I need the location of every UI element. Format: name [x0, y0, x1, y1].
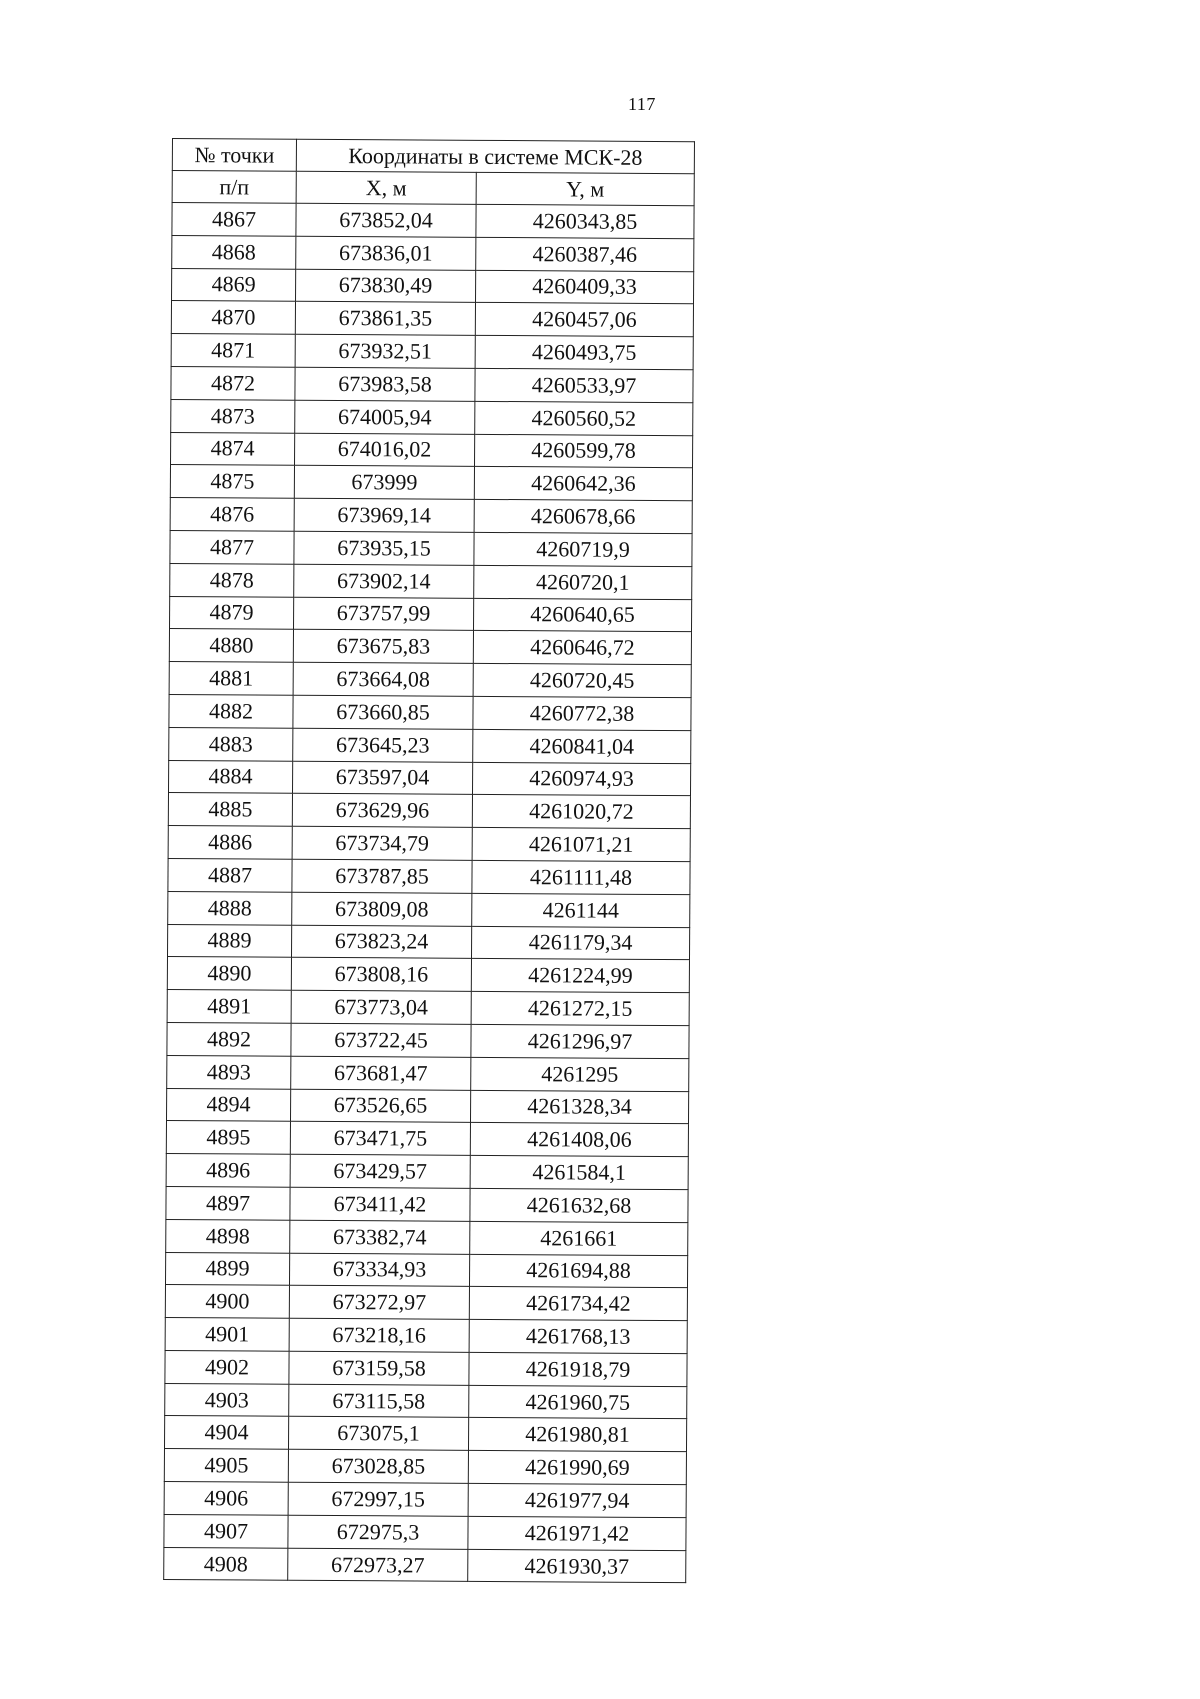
- table-row: [171, 432, 693, 468]
- point-number-cell: 4902: [165, 1350, 289, 1384]
- y-coordinate-cell: 4260599,78: [474, 434, 692, 468]
- x-coordinate-cell: 673809,08: [292, 892, 472, 926]
- point-number-cell: 4904: [164, 1416, 288, 1450]
- x-coordinate-cell: 673999: [294, 466, 474, 500]
- y-coordinate-cell: 4260387,46: [476, 237, 694, 271]
- y-coordinate-cell: 4261408,06: [470, 1123, 688, 1157]
- point-number-cell: 4899: [165, 1252, 289, 1286]
- table-row: [171, 366, 693, 402]
- x-coordinate-cell: 673272,97: [289, 1286, 469, 1320]
- table-row: [166, 1121, 688, 1157]
- y-coordinate-cell: 4260457,06: [475, 303, 693, 337]
- table-row: [165, 1252, 687, 1288]
- point-number-cell: 4893: [167, 1055, 291, 1089]
- y-coordinate-cell: 4260343,85: [476, 204, 694, 238]
- y-coordinate-cell: 4260560,52: [475, 401, 693, 435]
- point-number-cell: 4906: [164, 1482, 288, 1516]
- table-row: [171, 301, 693, 337]
- point-number-cell: 4905: [164, 1449, 288, 1483]
- y-coordinate-cell: 4260678,66: [474, 500, 692, 534]
- point-number-cell: 4896: [166, 1154, 290, 1188]
- y-coordinate-cell: 4261768,13: [469, 1319, 687, 1353]
- table-row: [165, 1318, 687, 1354]
- coordinates-table: [163, 138, 695, 1584]
- table-row: [165, 1383, 687, 1419]
- y-coordinate-cell: 4260640,65: [473, 598, 691, 632]
- table-row: [167, 1055, 689, 1091]
- table-row: [168, 891, 690, 927]
- point-number-cell: 4890: [167, 957, 291, 991]
- x-coordinate-cell: 672997,15: [288, 1482, 468, 1516]
- x-coordinate-cell: 673787,85: [292, 859, 472, 893]
- table-row: [168, 793, 690, 829]
- table-row: [170, 530, 692, 566]
- table-row: [164, 1547, 686, 1583]
- point-number-cell: 4888: [168, 891, 292, 925]
- point-number-cell: 4908: [164, 1547, 288, 1581]
- table-row: [172, 235, 694, 271]
- y-coordinate-cell: 4261980,81: [468, 1418, 686, 1452]
- point-number-cell: 4881: [169, 662, 293, 696]
- point-number-cell: 4898: [166, 1219, 290, 1253]
- y-coordinate-cell: 4261179,34: [471, 926, 689, 960]
- x-coordinate-cell: 673334,93: [289, 1253, 469, 1287]
- x-coordinate-cell: 673382,74: [290, 1220, 470, 1254]
- y-coordinate-cell: 4260493,75: [475, 336, 693, 370]
- table-row: [165, 1350, 687, 1386]
- point-number-cell: 4900: [165, 1285, 289, 1319]
- point-number-cell: 4891: [167, 990, 291, 1024]
- table-row: [169, 694, 691, 730]
- table-row: [171, 334, 693, 370]
- y-coordinate-cell: 4261144: [472, 893, 690, 927]
- table-row: [164, 1416, 686, 1452]
- x-coordinate-cell: 673830,49: [296, 269, 476, 303]
- point-number-cell: 4882: [169, 694, 293, 728]
- x-coordinate-cell: 673028,85: [288, 1450, 468, 1484]
- x-coordinate-cell: 673983,58: [295, 367, 475, 401]
- x-coordinate-cell: 673681,47: [291, 1056, 471, 1090]
- table-row: [166, 1088, 688, 1124]
- table-row: [172, 268, 694, 304]
- table-row: [170, 465, 692, 501]
- x-coordinate-cell: 672975,3: [288, 1515, 468, 1549]
- table-row: [168, 826, 690, 862]
- y-coordinate-cell: 4261960,75: [469, 1385, 687, 1419]
- x-coordinate-cell: 673629,96: [292, 794, 472, 828]
- y-coordinate-cell: 4261930,37: [468, 1549, 686, 1583]
- x-coordinate-cell: 673836,01: [296, 236, 476, 270]
- x-coordinate-cell: 673075,1: [288, 1417, 468, 1451]
- y-coordinate-cell: 4261977,94: [468, 1483, 686, 1517]
- header-x-column: X, м: [296, 171, 476, 204]
- point-number-cell: 4886: [168, 826, 292, 860]
- point-number-cell: 4875: [170, 465, 294, 499]
- x-coordinate-cell: 673823,24: [291, 925, 471, 959]
- point-number-cell: 4885: [168, 793, 292, 827]
- table-row: [167, 924, 689, 960]
- x-coordinate-cell: 673218,16: [289, 1318, 469, 1352]
- y-coordinate-cell: 4260974,93: [472, 762, 690, 796]
- x-coordinate-cell: 673597,04: [292, 761, 472, 795]
- x-coordinate-cell: 673852,04: [296, 203, 476, 237]
- table-row: [167, 1022, 689, 1058]
- page-number: 117: [628, 94, 656, 114]
- y-coordinate-cell: 4261632,68: [470, 1188, 688, 1222]
- table-row: [168, 760, 690, 796]
- point-number-cell: 4868: [172, 235, 296, 269]
- table-row: [169, 629, 691, 665]
- y-coordinate-cell: 4260533,97: [475, 368, 693, 402]
- y-coordinate-cell: 4261295: [471, 1057, 689, 1091]
- table-row: [164, 1482, 686, 1518]
- y-coordinate-cell: 4261918,79: [469, 1352, 687, 1386]
- x-coordinate-cell: 673159,58: [289, 1351, 469, 1385]
- x-coordinate-cell: 672973,27: [288, 1548, 468, 1582]
- x-coordinate-cell: 673645,23: [293, 728, 473, 762]
- x-coordinate-cell: 673734,79: [292, 826, 472, 860]
- table-row: [170, 498, 692, 534]
- table-row: [170, 563, 692, 599]
- y-coordinate-cell: 4261584,1: [470, 1155, 688, 1189]
- table-row: [172, 203, 694, 239]
- point-number-cell: 4870: [171, 301, 295, 335]
- x-coordinate-cell: 673675,83: [293, 630, 473, 664]
- table-row: [164, 1449, 686, 1485]
- point-number-cell: 4879: [170, 596, 294, 630]
- y-coordinate-cell: 4261734,42: [469, 1287, 687, 1321]
- point-number-cell: 4903: [165, 1383, 289, 1417]
- x-coordinate-cell: 673773,04: [291, 990, 471, 1024]
- point-number-cell: 4901: [165, 1318, 289, 1352]
- point-number-cell: 4873: [171, 399, 295, 433]
- point-number-cell: 4884: [168, 760, 292, 794]
- x-coordinate-cell: 673935,15: [294, 531, 474, 565]
- table-row: [171, 399, 693, 435]
- table-row: [170, 596, 692, 632]
- y-coordinate-cell: 4261694,88: [469, 1254, 687, 1288]
- point-number-cell: 4892: [167, 1022, 291, 1056]
- y-coordinate-cell: 4260646,72: [473, 631, 691, 665]
- point-number-cell: 4877: [170, 530, 294, 564]
- table-row: [166, 1219, 688, 1255]
- x-coordinate-cell: 673664,08: [293, 662, 473, 696]
- point-number-cell: 4869: [172, 268, 296, 302]
- x-coordinate-cell: 673861,35: [295, 302, 475, 336]
- x-coordinate-cell: 673411,42: [290, 1187, 470, 1221]
- y-coordinate-cell: 4260841,04: [473, 729, 691, 763]
- point-number-cell: 4867: [172, 203, 296, 237]
- table-row: [166, 1186, 688, 1222]
- x-coordinate-cell: 673526,65: [290, 1089, 470, 1123]
- table-row: [164, 1514, 686, 1550]
- table-row: [167, 957, 689, 993]
- point-number-cell: 4883: [169, 727, 293, 761]
- x-coordinate-cell: 673660,85: [293, 695, 473, 729]
- point-number-cell: 4871: [171, 334, 295, 368]
- y-coordinate-cell: 4260719,9: [474, 532, 692, 566]
- y-coordinate-cell: 4260409,33: [475, 270, 693, 304]
- point-number-cell: 4889: [167, 924, 291, 958]
- header-coordinate-system: Координаты в системе МСК-28: [296, 139, 694, 173]
- x-coordinate-cell: 673722,45: [291, 1023, 471, 1057]
- table-header: [172, 139, 694, 206]
- table-row: [167, 990, 689, 1026]
- y-coordinate-cell: 4260772,38: [473, 696, 691, 730]
- y-coordinate-cell: 4261990,69: [468, 1451, 686, 1485]
- y-coordinate-cell: 4261328,34: [470, 1090, 688, 1124]
- point-number-cell: 4876: [170, 498, 294, 532]
- table-row: [165, 1285, 687, 1321]
- header-point-number-line2: п/п: [172, 171, 296, 204]
- x-coordinate-cell: 673429,57: [290, 1154, 470, 1188]
- x-coordinate-cell: 673808,16: [291, 958, 471, 992]
- table-row: [166, 1154, 688, 1190]
- point-number-cell: 4897: [166, 1186, 290, 1220]
- x-coordinate-cell: 673902,14: [294, 564, 474, 598]
- y-coordinate-cell: 4261020,72: [472, 795, 690, 829]
- x-coordinate-cell: 674016,02: [295, 433, 475, 467]
- table-row: [169, 727, 691, 763]
- header-y-column: Y, м: [476, 172, 694, 205]
- point-number-cell: 4880: [169, 629, 293, 663]
- table-row: [168, 858, 690, 894]
- y-coordinate-cell: 4260720,1: [474, 565, 692, 599]
- x-coordinate-cell: 673471,75: [290, 1122, 470, 1156]
- table-body: [164, 203, 694, 1584]
- x-coordinate-cell: 673969,14: [294, 498, 474, 532]
- x-coordinate-cell: 673932,51: [295, 334, 475, 368]
- x-coordinate-cell: 673757,99: [293, 597, 473, 631]
- point-number-cell: 4895: [166, 1121, 290, 1155]
- point-number-cell: 4878: [170, 563, 294, 597]
- y-coordinate-cell: 4261971,42: [468, 1516, 686, 1550]
- table-row: [169, 662, 691, 698]
- point-number-cell: 4887: [168, 858, 292, 892]
- point-number-cell: 4872: [171, 366, 295, 400]
- header-point-number-line1: № точки: [172, 139, 296, 172]
- y-coordinate-cell: 4261071,21: [472, 827, 690, 861]
- x-coordinate-cell: 673115,58: [289, 1384, 469, 1418]
- y-coordinate-cell: 4261111,48: [472, 860, 690, 894]
- point-number-cell: 4894: [166, 1088, 290, 1122]
- y-coordinate-cell: 4261661: [470, 1221, 688, 1255]
- point-number-cell: 4907: [164, 1514, 288, 1548]
- y-coordinate-cell: 4261224,99: [471, 959, 689, 993]
- y-coordinate-cell: 4260720,45: [473, 664, 691, 698]
- point-number-cell: 4874: [171, 432, 295, 466]
- y-coordinate-cell: 4260642,36: [474, 467, 692, 501]
- y-coordinate-cell: 4261272,15: [471, 991, 689, 1025]
- y-coordinate-cell: 4261296,97: [471, 1024, 689, 1058]
- x-coordinate-cell: 674005,94: [295, 400, 475, 434]
